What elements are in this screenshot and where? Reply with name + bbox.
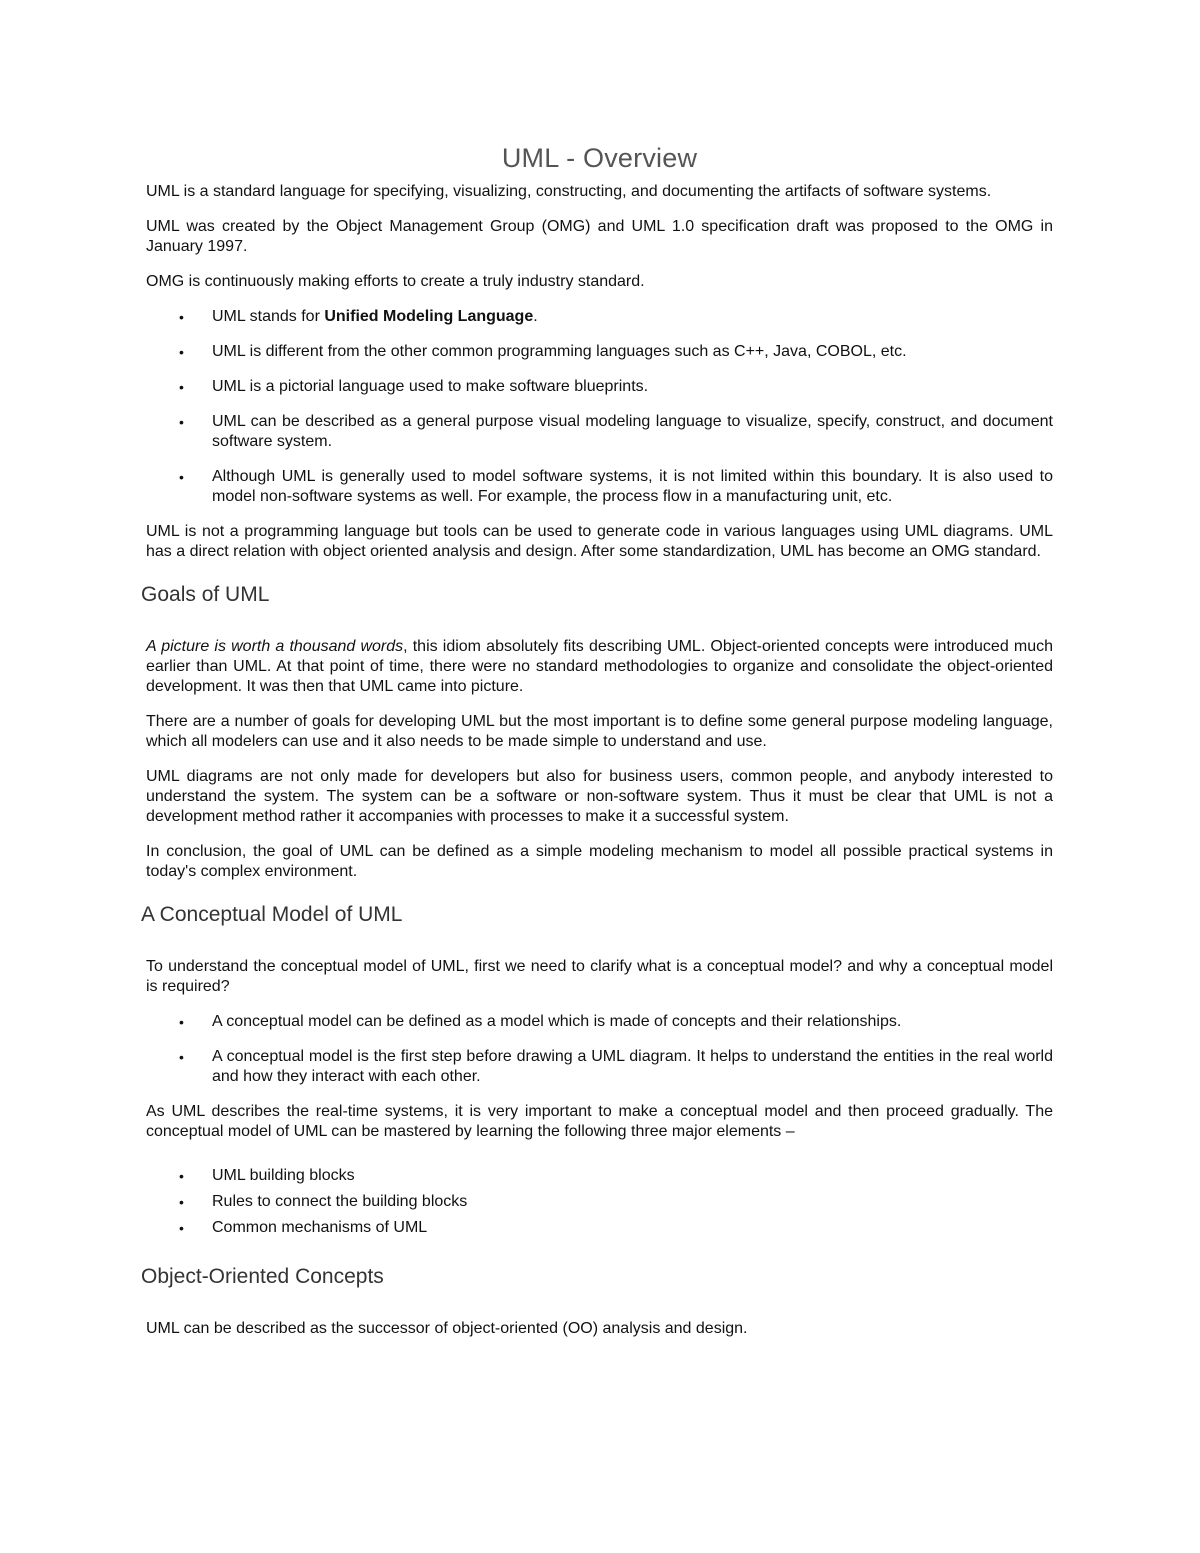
list-item (146, 412, 1053, 452)
bullet-icon: • (179, 344, 184, 360)
conceptual-paragraph-2: As UML describes the real-time systems, it is very important to make a conceptual model and then proceed gradually. The conceptual model of UML can be mastered by learning the following three major elements – (146, 1103, 1053, 1140)
list-item-text: Common mechanisms of UML (212, 1219, 428, 1236)
list-item (146, 1218, 1053, 1238)
list-item-text: UML stands for (212, 308, 325, 325)
oo-concepts-heading: Object-Oriented Concepts (141, 1265, 384, 1288)
list-item-text: UML building blocks (212, 1167, 355, 1184)
bullet-icon: • (179, 414, 184, 430)
intro-paragraph-4: UML is not a programming language but tools can be used to generate code in various languages using UML diagrams. UML has a direct relation with object oriented analysis and design. After some standardization, UML has become an OMG standard. (146, 523, 1053, 560)
intro-bullet-list (146, 307, 1053, 507)
bullet-icon: • (179, 1014, 184, 1030)
bullet-icon: • (179, 1220, 184, 1236)
list-item-text: Rules to connect the building blocks (212, 1193, 468, 1210)
major-elements-list (146, 1166, 1053, 1238)
intro-paragraph-1: UML is a standard language for specifying, visualizing, constructing, and documenting the artifacts of software systems. (146, 183, 992, 200)
conceptual-model-heading: A Conceptual Model of UML (141, 903, 403, 926)
list-item (146, 307, 1053, 327)
list-item-text: A conceptual model is the first step before drawing a UML diagram. It helps to understand the entities in the real world and how they interact with each other. (212, 1048, 1053, 1085)
intro-paragraph-2: UML was created by the Object Management Group (OMG) and UML 1.0 specification draft was proposed to the OMG in January 1997. (146, 218, 1053, 255)
list-item (146, 467, 1053, 507)
document-content (141, 140, 1053, 1354)
list-item (146, 1166, 1053, 1186)
list-item (146, 1012, 1053, 1032)
oo-paragraph-1: UML can be described as the successor of object-oriented (OO) analysis and design. (146, 1320, 748, 1337)
list-item (146, 377, 1053, 397)
bullet-icon: • (179, 309, 184, 325)
goals-heading: Goals of UML (141, 583, 270, 606)
list-item-text: UML can be described as a general purpose visual modeling language to visualize, specify, construct, and document software system. (212, 413, 1053, 450)
goals-paragraph-2: There are a number of goals for developing UML but the most important is to define some general purpose modeling language, which all modelers can use and it also needs to be made simple to understand and use. (146, 713, 1053, 750)
intro-paragraph-3: OMG is continuously making efforts to create a truly industry standard. (146, 273, 645, 290)
idiom-text: A picture is worth a thousand words (146, 638, 404, 655)
conceptual-bullet-list (146, 1012, 1053, 1087)
list-item (146, 1192, 1053, 1212)
page-title: UML - Overview (501, 143, 698, 173)
list-item-text: UML is different from the other common programming languages such as C++, Java, COBOL, etc. (212, 343, 907, 360)
list-item-text: Although UML is generally used to model software systems, it is not limited within this boundary. It is also used to model non-software systems as well. For example, the process flow in a manufacturing unit, etc. (212, 468, 1053, 505)
bullet-icon: • (179, 1168, 184, 1184)
goals-paragraph-4: In conclusion, the goal of UML can be defined as a simple modeling mechanism to model all possible practical systems in today's complex environment. (146, 843, 1053, 880)
conceptual-paragraph-1: To understand the conceptual model of UML, first we need to clarify what is a conceptual model? and why a conceptual model is required? (146, 958, 1053, 995)
list-item-text: . (533, 308, 538, 325)
list-item (146, 1047, 1053, 1087)
bullet-icon: • (179, 469, 184, 485)
list-item-text: UML is a pictorial language used to make software blueprints. (212, 378, 649, 395)
goals-paragraph-1-rest: , this idiom absolutely fits describing UML. Object-oriented concepts were introduced much earlier than UML. At that point of time, there were no standard methodologies to organize and consolidate the object-oriented development. It was then that UML came into picture. (146, 638, 1053, 695)
goals-paragraph-3: UML diagrams are not only made for developers but also for business users, common people, and anybody interested to understand the system. The system can be a software or non-software system. Thus it must be clear that UML is not a development method rather it accompanies with processes to make it a successful system. (146, 768, 1053, 825)
list-item-text: A conceptual model can be defined as a model which is made of concepts and their relationships. (212, 1013, 902, 1030)
bullet-icon: • (179, 1049, 184, 1065)
goals-paragraph-1 (146, 637, 1053, 697)
list-item (146, 342, 1053, 362)
bullet-icon: • (179, 1194, 184, 1210)
list-item-bold-text: Unified Modeling Language (324, 308, 534, 325)
bullet-icon: • (179, 379, 184, 395)
